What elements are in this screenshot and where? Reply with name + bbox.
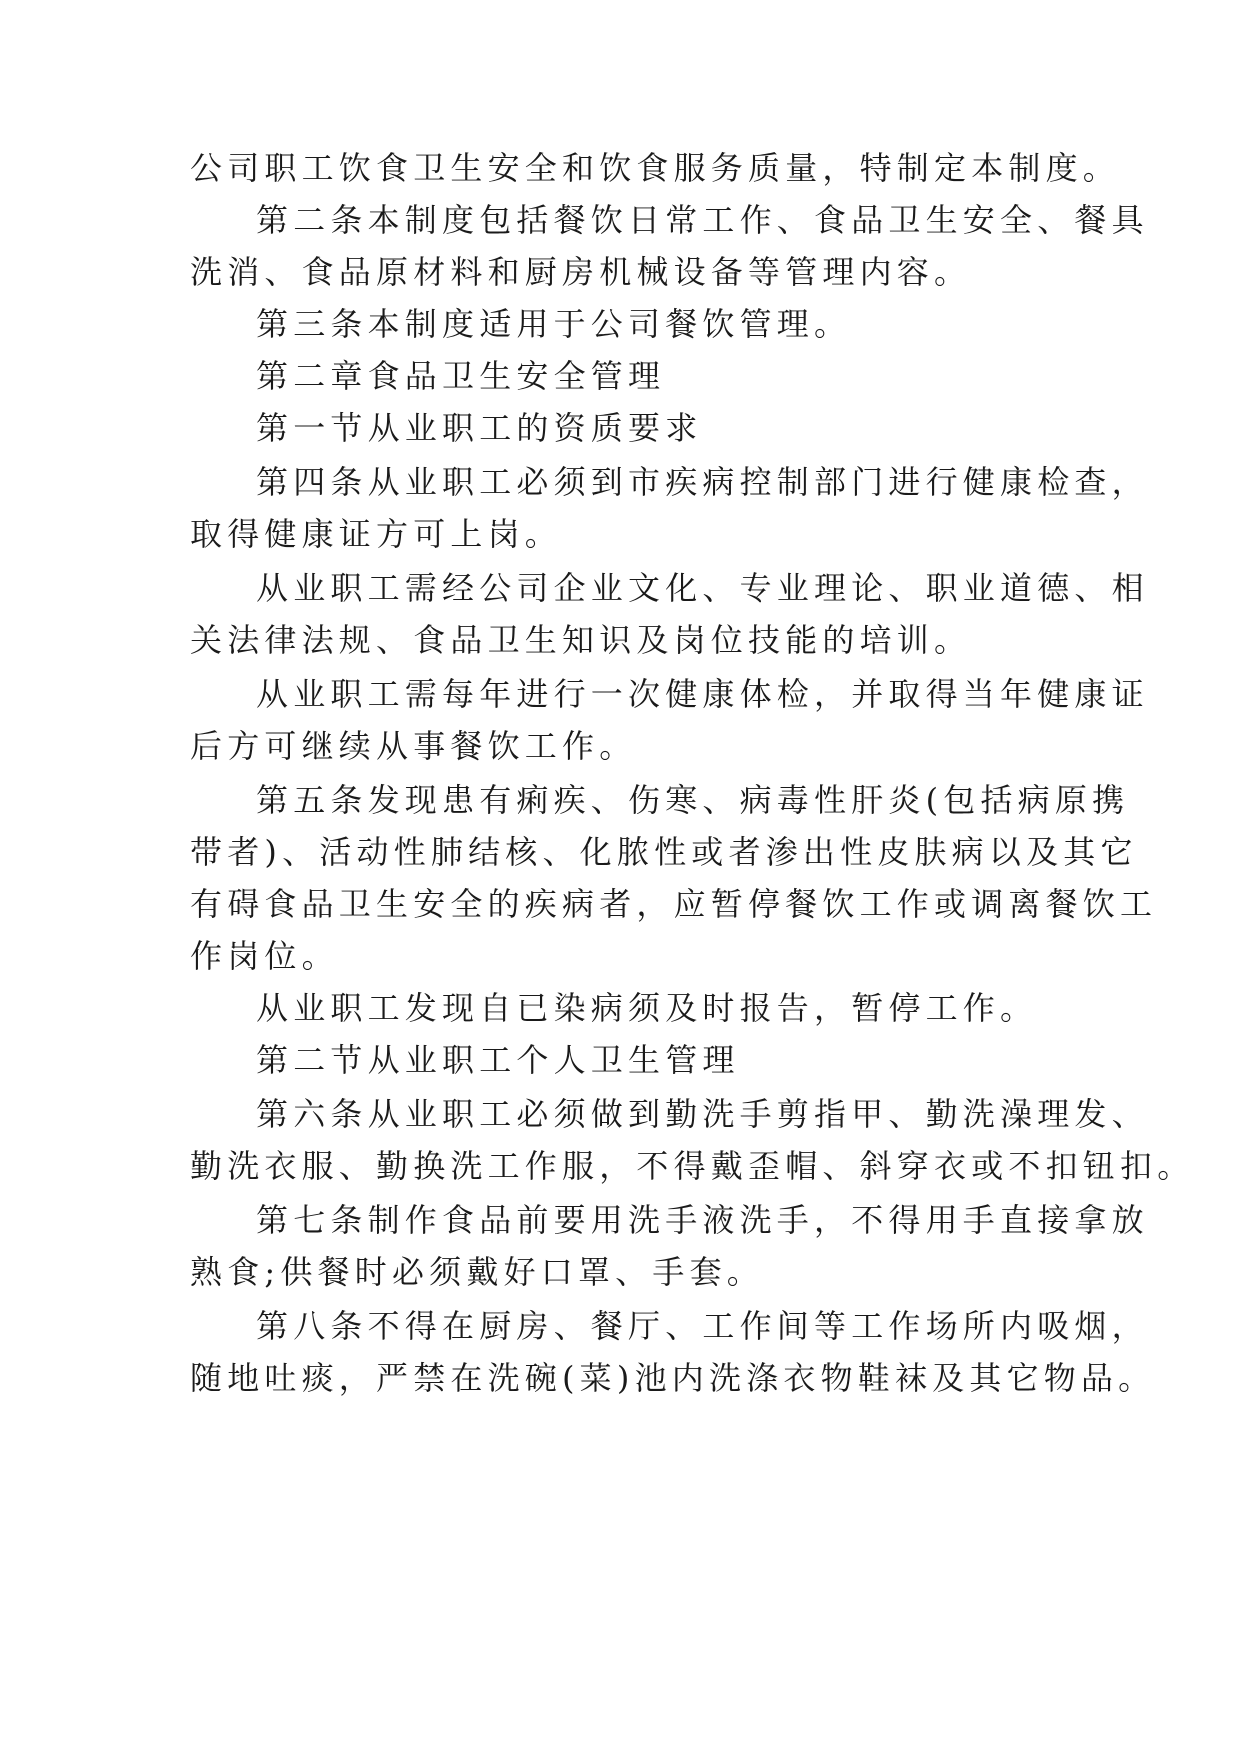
text-line: 从业职工发现自已染病须及时报告，暂停工作。 [256,989,1038,1027]
text-line: 有碍食品卫生安全的疾病者，应暂停餐饮工作或调离餐饮工 [190,885,1158,923]
text-line: 第八条不得在厨房、餐厅、工作间等工作场所内吸烟， [256,1307,1149,1345]
text-line: 后方可继续从事餐饮工作。 [190,727,637,765]
text-line: 公司职工饮食卫生安全和饮食服务质量，特制定本制度。 [190,149,1121,187]
text-line: 从业职工需每年进行一次健康体检，并取得当年健康证 [256,675,1149,713]
chapter-heading: 第二章食品卫生安全管理 [256,357,666,395]
text-line: 第四条从业职工必须到市疾病控制部门进行健康检查， [256,463,1149,501]
text-line: 从业职工需经公司企业文化、专业理论、职业道德、相 [256,569,1149,607]
section-heading: 第二节从业职工个人卫生管理 [256,1041,740,1079]
text-line: 关法律法规、食品卫生知识及岗位技能的培训。 [190,621,972,659]
text-line: 熟食;供餐时必须戴好口罩、手套。 [190,1253,764,1291]
text-line: 第二条本制度包括餐饮日常工作、食品卫生安全、餐具 [256,201,1149,239]
text-line: 随地吐痰，严禁在洗碗(菜)池内洗涤衣物鞋袜及其它物品。 [190,1359,1156,1397]
text-line: 取得健康证方可上岗。 [190,515,563,553]
text-line: 第三条本制度适用于公司餐饮管理。 [256,305,852,343]
text-line: 洗消、食品原材料和厨房机械设备等管理内容。 [190,253,972,291]
text-line: 带者)、活动性肺结核、化脓性或者渗出性皮肤病以及其它 [190,833,1138,871]
section-heading: 第一节从业职工的资质要求 [256,409,703,447]
text-line: 第五条发现患有痢疾、伤寒、病毒性肝炎(包括病原携 [256,781,1130,819]
text-line: 勤洗衣服、勤换洗工作服，不得戴歪帽、斜穿衣或不扣钮扣。 [190,1147,1195,1185]
text-line: 第七条制作食品前要用洗手液洗手，不得用手直接拿放 [256,1201,1149,1239]
text-line: 作岗位。 [190,937,339,975]
text-line: 第六条从业职工必须做到勤洗手剪指甲、勤洗澡理发、 [256,1095,1149,1133]
